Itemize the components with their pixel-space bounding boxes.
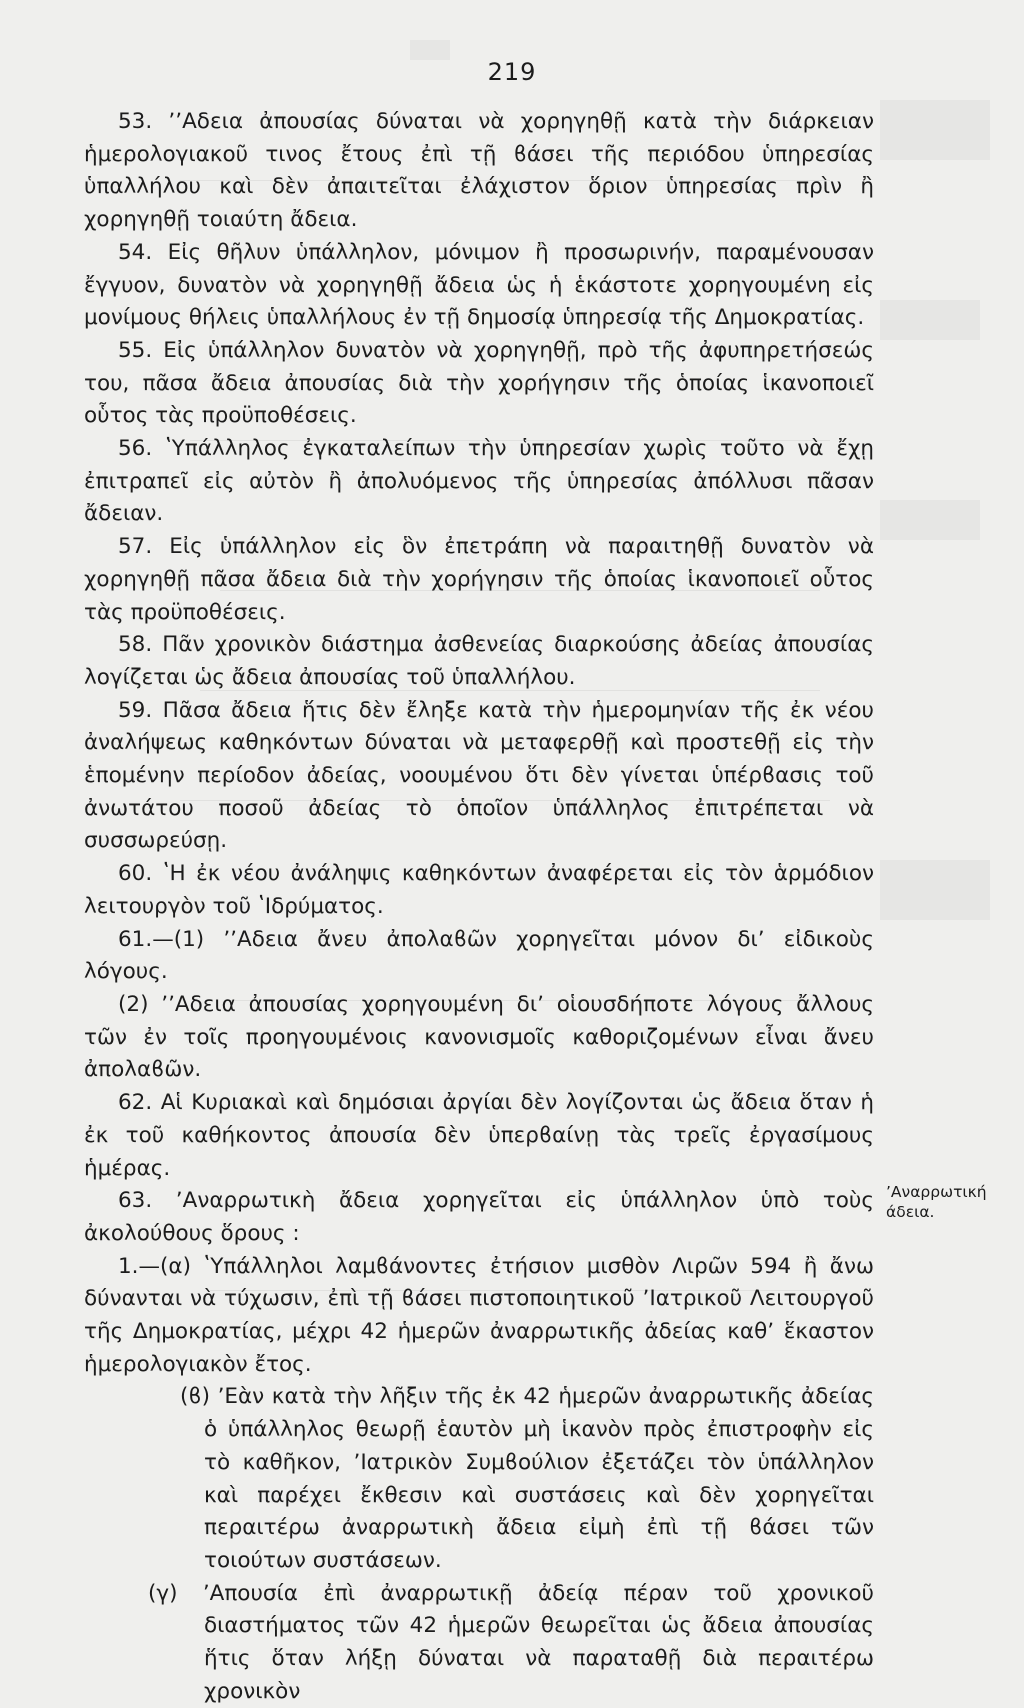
margin-note: ʼΑναρρωτική άδεια. xyxy=(886,1183,987,1221)
paragraph-59: 59. Πᾶσα ἄδεια ἥτις δὲν ἔληξε κατὰ τὴν ἡμερομηνίαν τῆς ἐκ νέου ἀναλήψεως καθηκόντων δύναται νὰ μεταφερθῇ καὶ προστεθῇ εἰς τὴν ἑπομένην περίοδον ἀδείας, νοουμένου ὅτι δὲν γίνεται ὑπέρϐασις τοῦ ἀνωτάτου ποσοῦ ἀδείας τὸ ὁποῖον ὑπάλληλος ἐπιτρέπεται νὰ συσσωρεύσῃ. xyxy=(84,697,874,854)
paragraph-63: 63. ʼΑναρρωτικὴ ἄδεια χορηγεῖται εἰς ὑπάλληλον ὑπὸ τοὺς ἀκολούθους ὅρους : xyxy=(84,1188,874,1246)
paragraph-63-1-a: 1.—(α) ʽΥπάλληλοι λαμϐάνοντες ἐτήσιον μισθὸν Λιρῶν 594 ἢ ἄνω δύνανται νὰ τύχωσιν, ἐπὶ τῇ ϐάσει πιστοποιητικοῦ ʼΙατρικοῦ Λειτουργοῦ τῆς Δημοκρατίας, μέχρι 42 ἡμερῶν ἀναρρωτικῆς ἀδείας καθʼ ἕκαστον ἡμερολογιακὸν ἔτος. xyxy=(84,1253,874,1377)
paragraph-63-1-c: (γ) ʼΑπουσία ἐπὶ ἀναρρωτικῇ ἀδείᾳ πέραν τοῦ χρονικοῦ διαστήματος τῶν 42 ἡμερῶν θεωρεῖται ὡς ἄδεια ἀπουσίας ἥτις ὅταν λήξῃ δύναται νὰ παραταθῇ διὰ περαιτέρω χρονικὸν xyxy=(148,1580,874,1704)
body-text xyxy=(84,106,874,1708)
paragraph-54: 54. Εἰς θῆλυν ὑπάλληλον, μόνιμον ἢ προσωρινήν, παραμένουσαν ἔγγυον, δυνατὸν νὰ χορηγηθῇ ἄδεια ὡς ἡ ἑκάστοτε χορηγουμένη εἰς μονίμους θήλεις ὑπαλλήλους ἐν τῇ δημοσίᾳ ὑπηρεσίᾳ τῆς Δημοκρατίας. xyxy=(84,239,874,331)
paragraph-60: 60. ʽΗ ἐκ νέου ἀνάληψις καθηκόντων ἀναφέρεται εἰς τὸν ἁρμόδιον λειτουργὸν τοῦ ʽΙδρύματος. xyxy=(84,861,874,919)
paragraph-53: 53. ʼʼΑδεια ἀπουσίας δύναται νὰ χορηγηθῇ κατὰ τὴν διάρκειαν ἡμερολογιακοῦ τινος ἔτους ἐπὶ τῇ ϐάσει τῆς περιόδου ὑπηρεσίας ὑπαλλήλου καὶ δὲν ἀπαιτεῖται ἐλάχιστον ὅριον ὑπηρεσίας πρὶν ἢ χορηγηθῇ τοιαύτη ἄδεια. xyxy=(84,109,874,233)
paragraph-62: 62. Αἱ Κυριακαὶ καὶ δημόσιαι ἀργίαι δὲν λογίζονται ὡς ἄδεια ὅταν ἡ ἐκ τοῦ καθήκοντος ἀπουσία δὲν ὑπερϐαίνῃ τὰς τρεῖς ἐργασίμους ἡμέρας. xyxy=(84,1090,874,1181)
paragraph-61-1: 61.—(1) ʼʼΑδεια ἄνευ ἀπολαϐῶν χορηγεῖται μόνον διʼ εἰδικοὺς λόγους. xyxy=(84,926,874,985)
paragraph-61-2: (2) ʼʼΑδεια ἀπουσίας χορηγουμένη διʼ οἱουσδήποτε λόγους ἄλλους τῶν ἐν τοῖς προηγουμένοις κανονισμοῖς καθοριζομένων εἶναι ἄνευ ἀπολαϐῶν. xyxy=(84,991,874,1083)
paragraph-63-1-b: (ϐ) ʼΕὰν κατὰ τὴν λῆξιν τῆς ἐκ 42 ἡμερῶν ἀναρρωτικῆς ἀδείας ὁ ὑπάλληλος θεωρῇ ἑαυτὸν μὴ ἱκανὸν πρὸς ἐπιστροφὴν εἰς τὸ καθῆκον, ʼΙατρικὸν Συμϐούλιον ἐξετάζει τὸν ὑπάλληλον καὶ παρέχει ἔκθεσιν καὶ συστάσεις καὶ δὲν χορηγεῖται περαιτέρω ἀναρρωτικὴ ἄδεια εἰμὴ ἐπὶ τῇ ϐάσει τῶν τοιούτων συστάσεων. xyxy=(180,1384,874,1573)
paragraph-55: 55. Εἰς ὑπάλληλον δυνατὸν νὰ χορηγηθῇ, πρὸ τῆς ἀφυπηρετήσεώς του, πᾶσα ἄδεια ἀπουσίας διὰ τὴν χορήγησιν τῆς ὁποίας ἱκανοποιεῖ οὗτος τὰς προϋποθέσεις. xyxy=(84,337,874,429)
page-number: 219 xyxy=(487,58,537,86)
paragraph-57: 57. Εἰς ὑπάλληλον εἰς ὃν ἐπετράπη νὰ παραιτηθῇ δυνατὸν νὰ χορηγηθῇ πᾶσα ἄδεια διὰ τὴν χορήγησιν τῆς ὁποίας ἱκανοποιεῖ οὗτος τὰς προϋποθέσεις. xyxy=(84,534,874,625)
paragraph-56: 56. ʽΥπάλληλος ἐγκαταλείπων τὴν ὑπηρεσίαν χωρὶς τοῦτο νὰ ἔχῃ ἐπιτραπεῖ εἰς αὐτὸν ἢ ἀπολυόμενος τῆς ὑπηρεσίας ἀπόλλυσι πᾶσαν ἄδειαν. xyxy=(84,436,874,527)
paragraph-58: 58. Πᾶν χρονικὸν διάστημα ἀσθενείας διαρκούσης ἀδείας ἀπουσίας λογίζεται ὡς ἄδεια ἀπουσίας τοῦ ὑπαλλήλου. xyxy=(84,632,874,690)
